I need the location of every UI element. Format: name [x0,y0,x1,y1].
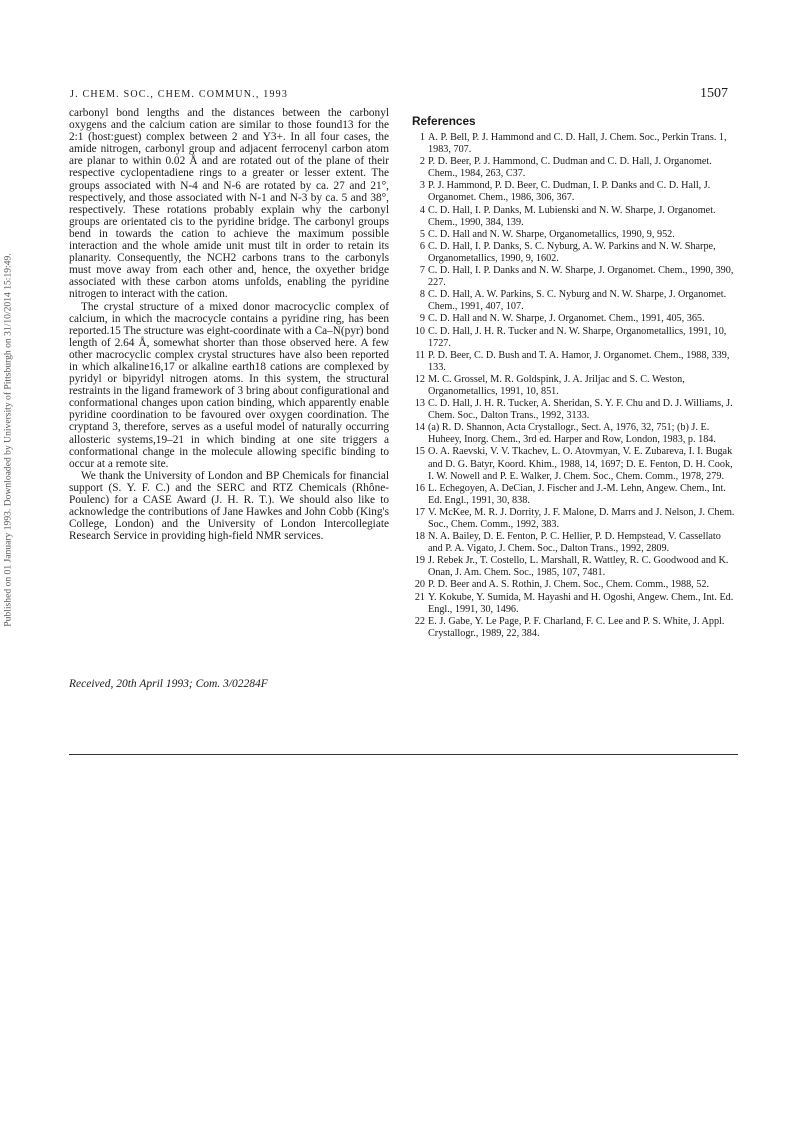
reference-number: 3 [419,180,425,192]
reference-item [412,374,736,398]
reference-number: 13 [414,398,425,410]
reference-item [412,398,736,422]
reference-text: C. D. Hall and N. W. Sharpe, Organometallics, 1990, 9, 952. [428,228,675,240]
reference-text: M. C. Grossel, M. R. Goldspink, J. A. Jriljac and S. C. Weston, Organometallics, 1991, 10, 851. [428,373,685,397]
reference-item [412,229,736,241]
reference-text: C. D. Hall, A. W. Parkins, S. C. Nyburg and N. W. Sharpe, J. Organomet. Chem., 1991, 407, 107. [428,289,727,313]
download-notice [2,0,14,1135]
reference-number: 16 [414,482,425,494]
reference-text: C. D. Hall, J. H. R. Tucker, A. Sheridan, S. Y. F. Chu and D. J. Williams, J. Chem. Soc., Dalton Trans., 1992, 3133. [428,398,733,422]
received-line: Received, 20th April 1993; Com. 3/02284F [69,678,268,690]
body-text-column [69,107,389,542]
reference-item [412,156,736,180]
reference-item [412,180,736,204]
reference-item [412,289,736,313]
reference-number: 11 [415,349,425,361]
reference-number: 14 [414,422,425,434]
reference-text: P. D. Beer, C. D. Bush and T. A. Hamor, J. Organomet. Chem., 1988, 339, 133. [428,349,730,373]
references-heading: References [412,114,476,128]
reference-text: Y. Kokube, Y. Sumida, M. Hayashi and H. Ogoshi, Angew. Chem., Int. Ed. Engl., 1991, 30, 1496. [428,591,734,615]
reference-item [412,483,736,507]
reference-item [412,616,736,640]
footer-rule [69,754,738,755]
reference-text: C. D. Hall, I. P. Danks, M. Lubienski and N. W. Sharpe, J. Organomet. Chem., 1990, 384, 139. [428,204,716,228]
reference-item [412,326,736,350]
reference-text: O. A. Raevski, V. V. Tkachev, L. O. Atovmyan, V. E. Zubareva, I. I. Bugak and D. G. Batyr, Koord. Khim., 1988, 14, 1697; D. E. Fenton, D. H. Cook, I. W. Nowell and P. E. Walker, J. Chem. Soc., Chem. Comm., 1978, 279. [428,446,733,482]
reference-number: 4 [419,204,425,216]
reference-item [412,132,736,156]
reference-number: 6 [419,240,425,252]
references-list [412,132,736,640]
reference-text: L. Echegoyen, A. DeCian, J. Fischer and J.-M. Lehn, Angew. Chem., Int. Ed. Engl., 1991, 30, 838. [428,482,726,506]
reference-number: 19 [414,555,425,567]
reference-item [412,579,736,591]
page-number: 1507 [700,86,728,101]
references-section [412,114,736,640]
reference-text: P. D. Beer and A. S. Rothin, J. Chem. Soc., Chem. Comm., 1988, 52. [428,579,710,591]
reference-text: (a) R. D. Shannon, Acta Crystallogr., Sect. A, 1976, 32, 751; (b) J. E. Huheey, Inorg. Chem., 3rd ed. Harper and Row, London, 1983, p. 184. [428,422,716,446]
reference-text: C. D. Hall, J. H. R. Tucker and N. W. Sharpe, Organometallics, 1991, 10, 1727. [428,325,727,349]
reference-item [412,531,736,555]
reference-text: A. P. Bell, P. J. Hammond and C. D. Hall, J. Chem. Soc., Perkin Trans. 1, 1983, 707. [428,132,727,156]
reference-item [412,313,736,325]
reference-item [412,422,736,446]
reference-item [412,446,736,482]
reference-text: V. McKee, M. R. J. Dorrity, J. F. Malone, D. Marrs and J. Nelson, J. Chem. Soc., Chem. Comm., 1992, 383. [428,506,735,530]
reference-text: P. D. Beer, P. J. Hammond, C. Dudman and C. D. Hall, J. Organomet. Chem., 1984, 263, C37. [428,156,712,180]
reference-item [412,350,736,374]
reference-number: 7 [419,265,425,277]
reference-number: 20 [414,579,425,591]
download-notice-text: Published on 01 January 1993. Downloaded by University of Pittsburgh on 31/10/2014 15:19:49. [2,253,14,627]
reference-text: E. J. Gabe, Y. Le Page, P. F. Charland, F. C. Lee and P. S. White, J. Appl. Crystallogr., 1989, 22, 384. [428,615,725,639]
reference-number: 8 [419,289,425,301]
reference-number: 17 [414,506,425,518]
reference-item [412,265,736,289]
reference-number: 9 [419,313,425,325]
reference-number: 5 [419,228,425,240]
reference-text: N. A. Bailey, D. E. Fenton, P. C. Hellier, P. D. Hempstead, V. Cassellato and P. A. Vigato, J. Chem. Soc., Dalton Trans., 1992, 2809. [428,531,721,555]
reference-item [412,205,736,229]
reference-number: 10 [414,325,425,337]
body-paragraph: The crystal structure of a mixed donor macrocyclic complex of calcium, in which the macrocycle contains a pyridine ring, has been reported.15 The structure was eight-coordinate with a Ca–N(pyr) bond length of 2.64 Å, somewhat shorter than those observed here. A few other macrocyclic complex crystal structures have also been reported in which alkaline16,17 or alkaline earth18 cations are complexed by pyridyl or bipyridyl nitrogen atoms. In this system, the structural restraints in the ligand framework of 3 bring about configurational and conformational changes upon cation binding, which apparently enable pyridine coordination to be favoured over oxygen coordination. The cryptand 3, therefore, serves as a useful model of naturally occurring allosteric systems,19–21 in which binding at one site triggers a conformational change in the molecule allowing specific binding to occur at a remote site. [69,300,389,470]
reference-text: C. D. Hall, I. P. Danks, S. C. Nyburg, A. W. Parkins and N. W. Sharpe, Organometallics, 1990, 9, 1602. [428,240,716,264]
reference-number: 18 [414,531,425,543]
reference-text: C. D. Hall, I. P. Danks and N. W. Sharpe, J. Organomet. Chem., 1990, 390, 227. [428,265,734,289]
reference-text: P. J. Hammond, P. D. Beer, C. Dudman, I. P. Danks and C. D. Hall, J. Organomet. Chem., 1986, 306, 367. [428,180,711,204]
reference-number: 1 [419,132,425,143]
reference-item [412,555,736,579]
reference-number: 22 [414,615,425,627]
reference-item [412,592,736,616]
reference-item [412,241,736,265]
reference-number: 21 [414,591,425,603]
reference-number: 2 [419,156,425,168]
reference-text: J. Rebek Jr., T. Costello, L. Marshall, R. Wattley, R. C. Goodwood and K. Onan, J. Am. Chem. Soc., 1985, 107, 7481. [428,555,729,579]
acknowledgements-paragraph: We thank the University of London and BP Chemicals for financial support (S. Y. F. C.) and the SERC and RTZ Chemicals (Rhône-Poulenc) for a CASE Award (J. H. R. T.). We should also like to acknowledge the contributions of Jane Hawkes and John Cobb (King's College, London) and the University of London Intercollegiate Research Service in providing high-field NMR services. [69,469,389,543]
reference-text: C. D. Hall and N. W. Sharpe, J. Organomet. Chem., 1991, 405, 365. [428,313,705,325]
reference-item [412,507,736,531]
body-paragraph: carbonyl bond lengths and the distances between the carbonyl oxygens and the calcium cation are similar to those found13 for the 2:1 (host:guest) complex between 2 and Y3+. In all four cases, the amide nitrogen, carbonyl group and adjacent ferrocenyl carbon atom are planar to within 0.02 Å and are rotated out of the plane of their respective cyclopentadiene rings to a greater or lesser extent. The groups associated with N-4 and N-6 are rotated by ca. 27 and 21°, respectively, and those associated with N-1 and N-3 by ca. 5 and 38°, respectively. These rotations probably explain why the carbonyl groups are orientated cis to the pyridine bridge. The carbonyl groups bend in towards the cation to achieve the maximum possible interaction and the whole amide unit must tilt in order to retain its planarity. Consequently, the NCH2 carbons trans to the carbonyls must move away from each other and, hence, the oxyether bridge associated with these carbon atoms unfolds, enabling the pyridine nitrogen to interact with the cation. [69,107,389,301]
running-header: J. CHEM. SOC., CHEM. COMMUN., 1993 [70,89,289,100]
reference-number: 15 [414,446,425,458]
reference-number: 12 [414,373,425,385]
